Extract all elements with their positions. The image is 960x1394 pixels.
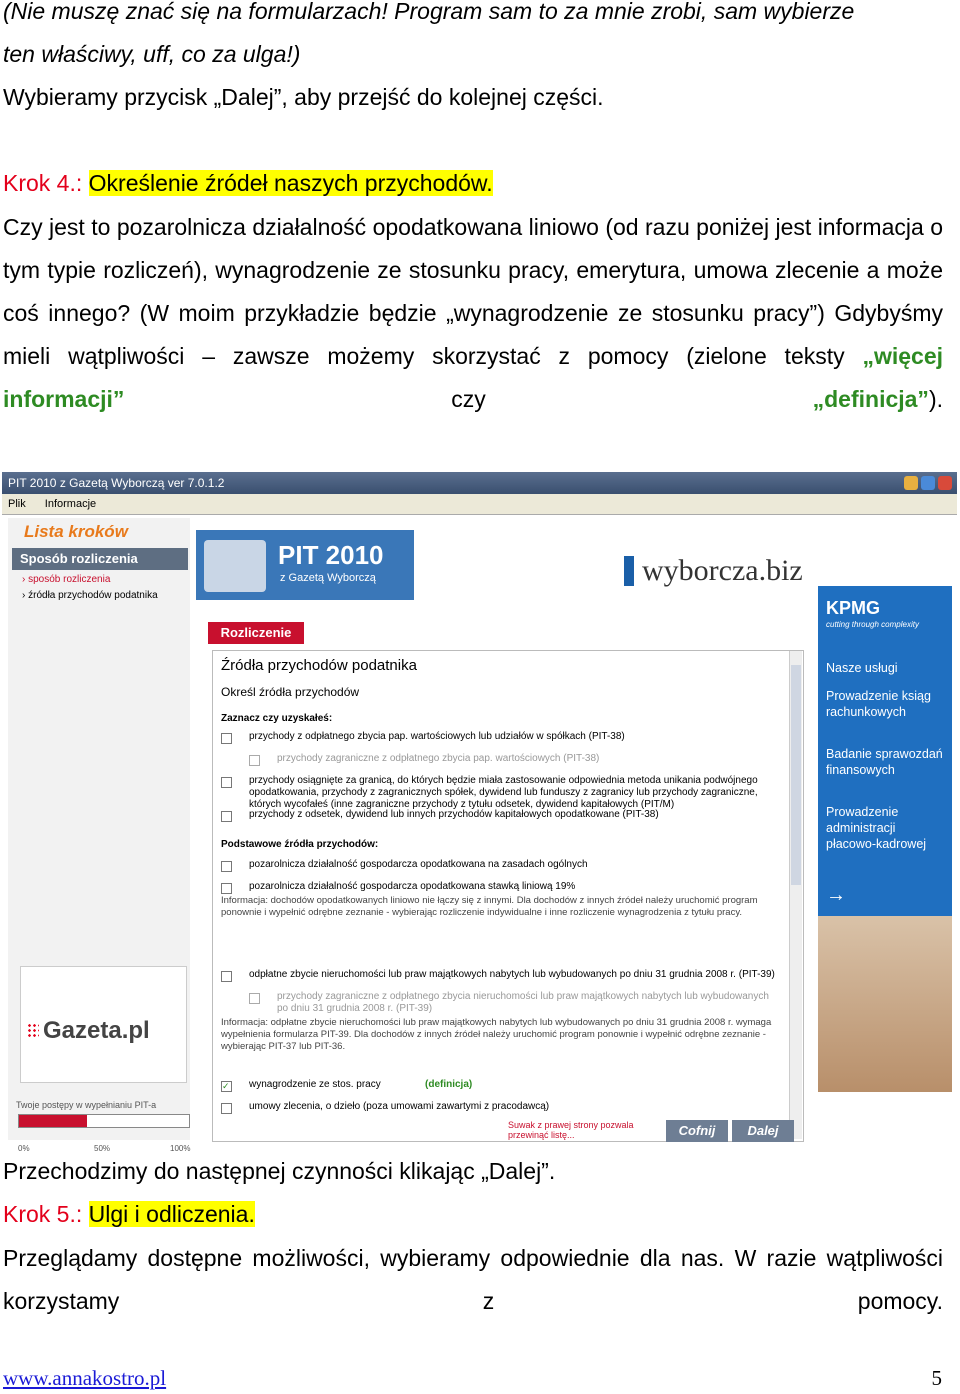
next-button[interactable]: Dalej — [732, 1120, 794, 1142]
intro-line-3: Wybieramy przycisk „Dalej”, aby przejść do kolejnej części. — [3, 84, 604, 110]
maximize-icon[interactable] — [921, 476, 935, 490]
banner-subtitle: z Gazetą Wyborczą — [280, 572, 376, 584]
kpmg-item: Nasze usługi — [826, 661, 898, 675]
minimize-icon[interactable] — [904, 476, 918, 490]
step5-heading — [3, 1193, 943, 1236]
banner-photo — [204, 540, 266, 592]
step-item-sposob[interactable]: › sposób rozliczenia — [22, 574, 111, 585]
option-label: przychody z odpłatnego zbycia pap. wartościowych lub udziałów w spółkach (PIT-38) — [249, 731, 625, 742]
wyborcza-logo: wyborcza.biz — [642, 554, 803, 587]
progress-label: Twoje postępy w wypełnianiu PIT-a — [16, 1100, 157, 1110]
more-info-link: „więcej informacji” — [3, 343, 943, 412]
checkbox-checked-icon[interactable]: ✓ — [221, 1081, 232, 1092]
checkbox-icon[interactable] — [221, 733, 232, 744]
checkbox-icon[interactable] — [221, 811, 232, 822]
step4-label: Krok 4.: — [3, 170, 83, 196]
step4-body-c: ). — [928, 386, 943, 412]
info-box-2: Informacja: odpłatne zbycie nieruchomości lub praw majątkowych nabytych lub wybudowanych po dniu 31 grudnia 2008 r. wymaga wypełnienia formularza PIT-39. Dla dochodów z innych źródeł należy uruchomić program ponownie i wypełnić odrębne zeznanie - wybierając PIT-37 lub PIT-36. — [221, 1017, 772, 1052]
section-tab[interactable]: Rozliczenie — [208, 622, 304, 644]
option-label: pozarolnicza działalność gospodarcza opodatkowana stawką liniową 19% — [249, 881, 576, 892]
option-label: umowy zlecenia, o dzieło (poza umowami zawartymi z pracodawcą) — [249, 1101, 550, 1112]
steps-section: Sposób rozliczenia — [12, 548, 188, 570]
step-item-zrodla[interactable]: › źródła przychodów podatnika — [22, 590, 158, 601]
scrollbar-thumb[interactable] — [791, 665, 801, 885]
option-label: przychody osiągnięte za granicą, do których będzie miała zastosowanie odpowiednia metoda unikania podwójnego opodatkowania, przychody z zagranicznych spółek, dywidend lub funduszy z zagranicy lub przychody zagraniczne, których wycofałeś (inne zagraniczne przychody z tytułu odsetek, dywidend kapitałowych (PIT/M) — [249, 775, 758, 810]
step5-title: Ulgi i odliczenia. — [88, 1201, 255, 1227]
arrow-right-icon: → — [826, 884, 846, 906]
progress-fill — [19, 1115, 87, 1127]
step4-body-b: czy — [124, 386, 813, 412]
kpmg-item: Prowadzenie administracji płacowo-kadrowej — [826, 805, 927, 851]
window-title: PIT 2010 z Gazetą Wyborczą ver 7.0.1.2 — [8, 476, 225, 490]
option-label: odpłatne zbycie nieruchomości lub praw majątkowych nabytych lub wybudowanych po dniu 31 grudnia 2008 r. (PIT-39) — [249, 969, 775, 980]
progress-tick: 0% — [18, 1144, 30, 1153]
back-button[interactable]: Cofnij — [666, 1120, 728, 1142]
kpmg-photo — [818, 916, 952, 1092]
after-text: Przechodzimy do następnej czynności klikając „Dalej”. — [3, 1158, 556, 1184]
kpmg-ad[interactable] — [818, 586, 952, 1092]
checkbox-icon[interactable] — [221, 777, 232, 788]
info-box-1: Informacja: dochodów opodatkowanych liniowo nie łączy się z innymi. Dla dochodów z innych źródeł należy uruchomić program ponownie i wypełnić odrębne zeznanie - wybierając rozliczenie indywidualne i inne rozliczenie wynagrodzenia z tytułu pracy. — [221, 895, 758, 918]
option-label: wynagrodzenie ze stos. pracy — [249, 1079, 381, 1090]
gazeta-dots-icon — [27, 1023, 39, 1037]
site-link[interactable]: www.annakostro.pl — [3, 1366, 167, 1390]
menu-informacje[interactable]: Informacje — [44, 498, 97, 510]
form-subheading: Określ źródła przychodów — [221, 685, 360, 699]
steps-title: Lista kroków — [24, 522, 128, 541]
checkbox-icon[interactable] — [221, 861, 232, 872]
banner-title: PIT 2010 — [278, 540, 384, 570]
menu-plik[interactable]: Plik — [8, 498, 26, 510]
kpmg-item: Badanie sprawozdań finansowych — [826, 747, 943, 777]
step5-label: Krok 5.: — [3, 1201, 83, 1227]
step5-body: Przeglądamy dostępne możliwości, wybieramy odpowiednie dla nas. W razie wątpliwości korzystamy z pomocy. — [3, 1245, 943, 1314]
progress-bar — [18, 1114, 190, 1128]
option-label: przychody zagraniczne z odpłatnego zbycia nieruchomości lub praw majątkowych nabytych lub wybudowanych po dniu 31 grudnia 2008 r. (PIT-39) — [277, 991, 769, 1014]
intro-line-2: ten właściwy, uff, co za ulga!) — [3, 41, 301, 67]
checkbox-icon[interactable] — [221, 971, 232, 982]
step4-body — [3, 206, 943, 421]
checkbox-icon[interactable] — [221, 1103, 232, 1114]
close-icon[interactable] — [938, 476, 952, 490]
step-item-label: źródła przychodów podatnika — [28, 590, 158, 601]
kpmg-item: Prowadzenie ksiąg rachunkowych — [826, 689, 931, 719]
steps-sidebar — [8, 518, 191, 1153]
group1-label: Zaznacz czy uzyskałeś: — [221, 713, 333, 724]
step4-title: Określenie źródeł naszych przychodów. — [88, 170, 493, 196]
definition-link: „definicja” — [812, 386, 929, 412]
intro-line-1: (Nie muszę znać się na formularzach! Program sam to za mnie zrobi, sam wybierze — [3, 0, 855, 24]
scroll-warning: Suwak z prawej strony pozwala przewinąć listę... — [508, 1120, 634, 1140]
wyborcza-mark-icon — [624, 556, 634, 586]
checkbox-icon[interactable] — [221, 883, 232, 894]
app-screenshot — [2, 472, 957, 1153]
form-scrollbar[interactable] — [789, 651, 802, 1139]
progress-tick: 100% — [170, 1144, 191, 1153]
step4-heading — [3, 162, 943, 205]
pit-banner — [196, 530, 414, 600]
option-label: przychody zagraniczne z odpłatnego zbycia pap. wartościowych (PIT-38) — [277, 753, 600, 764]
definition-link[interactable]: (definicja) — [425, 1079, 473, 1090]
step-item-label: sposób rozliczenia — [28, 574, 111, 585]
menu-bar — [2, 494, 957, 515]
kpmg-logo: KPMG — [826, 598, 880, 618]
page-number: 5 — [931, 1366, 942, 1390]
gazeta-logo: Gazeta.pl — [43, 1017, 150, 1044]
income-sources-form — [212, 650, 804, 1142]
group2-label: Podstawowe źródła przychodów: — [221, 839, 379, 850]
option-label: przychody z odsetek, dywidend lub innych przychodów kapitałowych opodatkowane (PIT-38) — [249, 809, 659, 820]
window-titlebar — [2, 472, 957, 494]
kpmg-tagline: cutting through complexity — [826, 620, 919, 629]
gazeta-ad[interactable] — [20, 966, 187, 1083]
step4-body-a: Czy jest to pozarolnicza działalność opodatkowana liniowo (od razu poniżej jest informacja o tym typie rozliczeń), wynagrodzenie ze stosunku pracy, emerytura, umowa zlecenie a może coś innego? (W moim przykładzie będzie „wynagrodzenie ze stosunku pracy”) Gdybyśmy mieli wątpliwości – zawsze możemy skorzystać z pomocy (zielone teksty — [3, 214, 943, 369]
progress-tick: 50% — [94, 1144, 111, 1153]
form-heading: Źródła przychodów podatnika — [221, 657, 417, 674]
option-label: pozarolnicza działalność gospodarcza opodatkowana na zasadach ogólnych — [249, 859, 588, 870]
